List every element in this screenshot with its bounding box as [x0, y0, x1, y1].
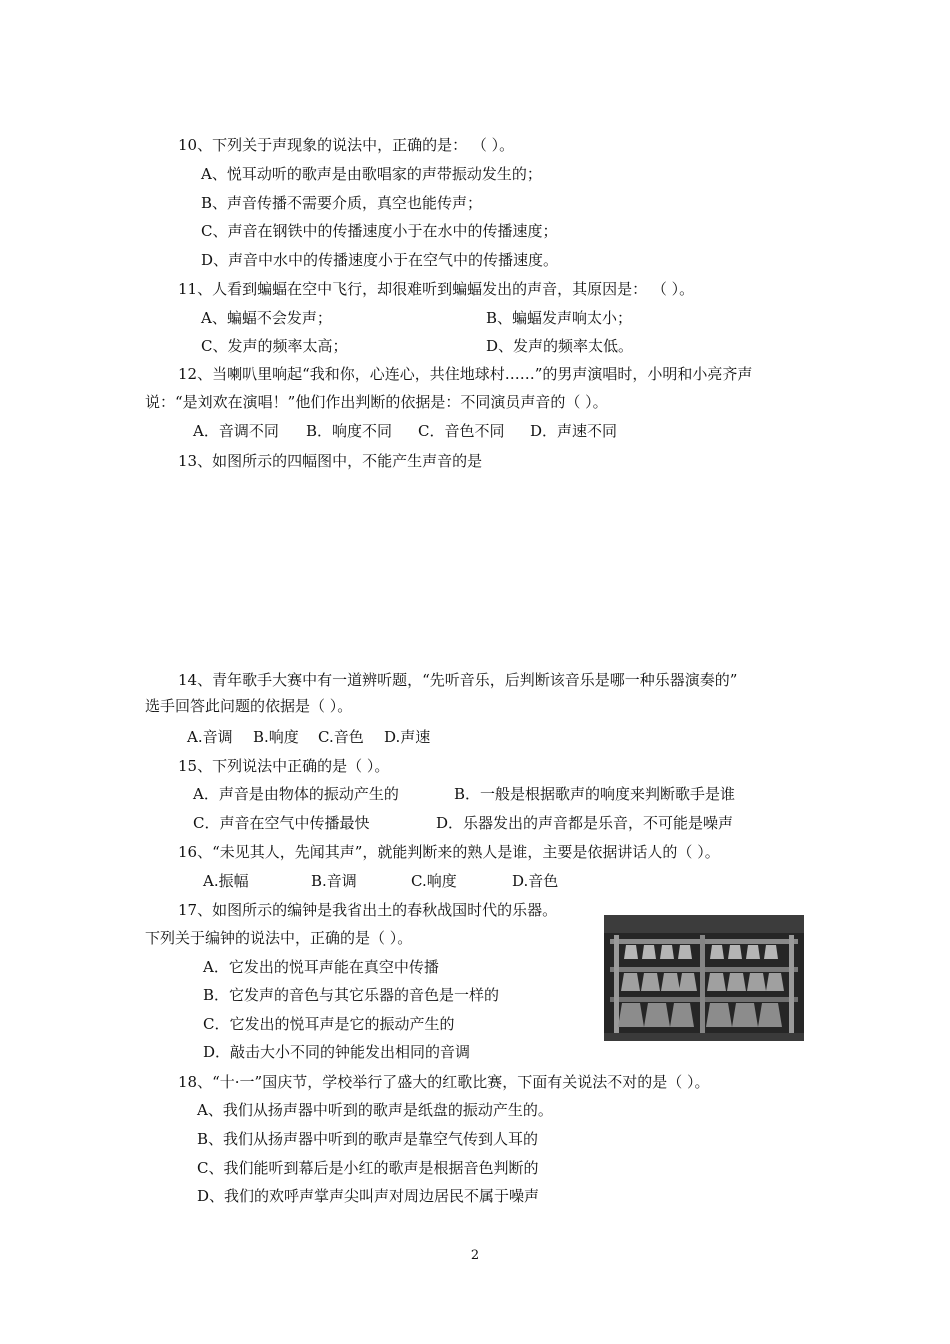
q10-option-b: B、声音传播不需要介质，真空也能传声；: [201, 194, 483, 212]
q12-option-b: B．响度不同: [306, 422, 393, 440]
q18-stem: 18、“十·一”国庆节，学校举行了盛大的红歌比赛，下面有关说法不对的是（ ）。: [178, 1073, 710, 1091]
q12-option-a: A．音调不同: [193, 422, 279, 440]
q11-option-a: A、蝙蝠不会发声；: [201, 309, 332, 327]
q16-option-a: A.振幅: [203, 872, 249, 890]
q11-option-c: C、发声的频率太高；: [201, 337, 348, 355]
q10-option-d: D、声音中水中的传播速度小于在空气中的传播速度。: [201, 251, 559, 269]
q17-stem-line2: 下列关于编钟的说法中，正确的是（ ）。: [145, 929, 413, 947]
q10-stem: 10、下列关于声现象的说法中，正确的是： （ ）。: [178, 136, 515, 154]
q17-option-c: C．它发出的悦耳声是它的振动产生的: [203, 1015, 455, 1033]
q16-stem: 16、“未见其人，先闻其声”，就能判断来的熟人是谁，主要是依据讲话人的（ ）。: [178, 843, 720, 861]
q15-option-c: C．声音在空气中传播最快: [193, 814, 370, 832]
bianzhong-chime-bells-photo: [604, 915, 804, 1041]
q12-option-c: C．音色不同: [418, 422, 505, 440]
q16-option-d: D.音色: [512, 872, 559, 890]
q15-option-b: B．一般是根据歌声的响度来判断歌手是谁: [454, 785, 736, 803]
chime-bells-illustration: [604, 915, 804, 1041]
q17-stem-line1: 17、如图所示的编钟是我省出土的春秋战国时代的乐器。: [178, 901, 558, 919]
q14-option-c: C.音色: [318, 728, 364, 746]
q15-stem: 15、下列说法中正确的是（ ）。: [178, 757, 390, 775]
page-number: 2: [470, 1248, 480, 1263]
q17-option-b: B．它发声的音色与其它乐器的音色是一样的: [203, 986, 500, 1004]
q18-option-d: D、我们的欢呼声掌声尖叫声对周边居民不属于噪声: [197, 1187, 540, 1205]
q17-option-d: D．敲击大小不同的钟能发出相同的音调: [203, 1043, 471, 1061]
q15-option-d: D．乐器发出的声音都是乐音，不可能是噪声: [436, 814, 734, 832]
q10-option-a: A、悦耳动听的歌声是由歌唱家的声带振动发生的；: [201, 165, 542, 183]
q16-option-b: B.音调: [311, 872, 357, 890]
q11-option-b: B、蝙蝠发声响太小；: [486, 309, 633, 327]
q17-option-a: A．它发出的悦耳声能在真空中传播: [203, 958, 439, 976]
q12-option-d: D．声速不同: [530, 422, 618, 440]
q12-stem-line1: 12、当喇叭里响起“我和你，心连心，共住地球村……”的男声演唱时，小明和小亮齐声: [178, 365, 753, 383]
q18-option-c: C、我们能听到幕后是小红的歌声是根据音色判断的: [197, 1159, 539, 1177]
q16-option-c: C.响度: [411, 872, 457, 890]
q10-option-c: C、声音在钢铁中的传播速度小于在水中的传播速度；: [201, 222, 558, 240]
q18-option-b: B、我们从扬声器中听到的歌声是靠空气传到人耳的: [197, 1130, 539, 1148]
q14-option-b: B.响度: [253, 728, 299, 746]
q18-option-a: A、我们从扬声器中听到的歌声是纸盘的振动产生的。: [197, 1101, 553, 1119]
q15-option-a: A．声音是由物体的振动产生的: [193, 785, 399, 803]
q14-option-a: A.音调: [187, 728, 233, 746]
q14-option-d: D.声速: [384, 728, 431, 746]
q14-stem-line2: 选手回答此问题的依据是（ ）。: [145, 697, 353, 715]
q13-stem: 13、如图所示的四幅图中，不能产生声音的是: [178, 452, 483, 470]
q11-option-d: D、发声的频率太低。: [486, 337, 634, 355]
q11-stem: 11、人看到蝙蝠在空中飞行，却很难听到蝙蝠发出的声音，其原因是： （ ）。: [178, 280, 695, 298]
q14-stem-line1: 14、青年歌手大赛中有一道辨听题，“先听音乐，后判断该音乐是哪一种乐器演奏的”: [178, 671, 738, 689]
q12-stem-line2: 说：“是刘欢在演唱！”他们作出判断的依据是：不同演员声音的（ ）。: [145, 393, 608, 411]
